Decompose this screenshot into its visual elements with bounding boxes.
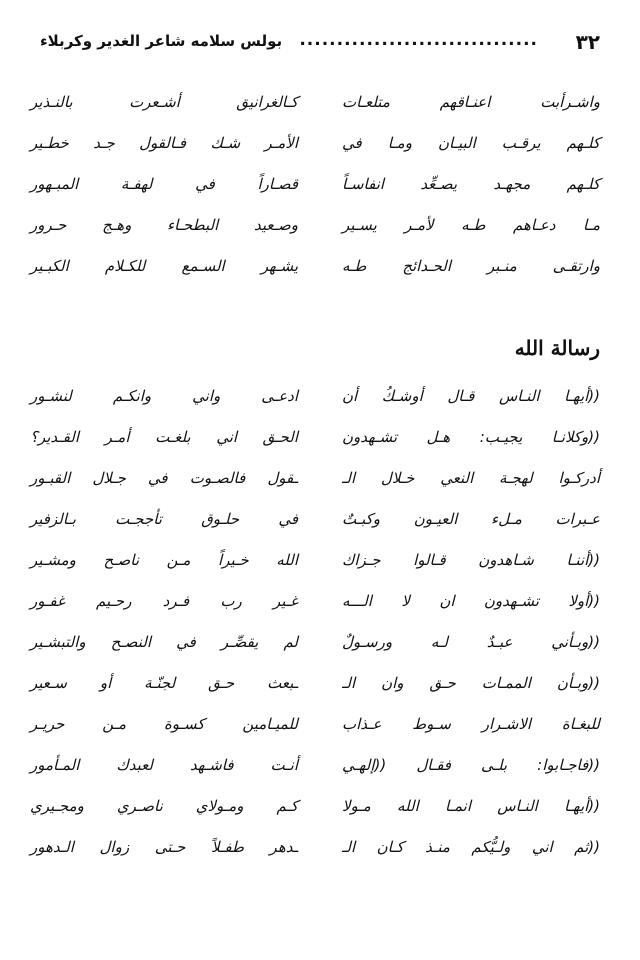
verse-line <box>30 129 600 170</box>
verse-line <box>30 170 600 211</box>
verse-line <box>30 423 600 464</box>
verse-first-hemistich: كلـهم يرقـب البيـان ومـا في <box>342 134 600 152</box>
verse-second-hemistich: ـدهر طفـلاً حـتى زوال الـدهور <box>30 838 298 856</box>
verse-first-hemistich: عـبرات مـلء العيـون وكبـتٌ <box>342 510 600 528</box>
verse-line <box>30 211 600 252</box>
verse-first-hemistich: مـا دعـاهم طـه لأمـر يسـير <box>342 216 600 234</box>
verse-first-hemistich: ((أيهـا النـاس انمـا الله مـولا <box>342 797 600 815</box>
verse-first-hemistich: ((أيهـا النـاس قـال أوشـكُ أن <box>342 387 600 405</box>
running-title: بولس سلامه شاعر الغدير وكربلاء <box>40 32 283 50</box>
verse-line <box>30 546 600 587</box>
verse-first-hemistich: ((وكلانـا يجيـب: هـل تشـهدون <box>342 428 600 446</box>
verse-first-hemistich: ((وبـأني عبـدٌ لـه ورسـولٌ <box>342 633 600 651</box>
verse-second-hemistich: لم يقصِّـر في النصـح والتبشـير <box>30 633 298 651</box>
verse-second-hemistich: كـم ومـولاي ناصـري ومجـيري <box>30 797 298 815</box>
verse-second-hemistich: الحـق اني بلغـت أمـر القـدير؟ <box>30 428 298 446</box>
verse-first-hemistich: للبغـاة الاشـرار سـوط عـذاب <box>342 715 600 733</box>
verse-line <box>30 710 600 751</box>
verse-line <box>30 751 600 792</box>
verse-first-hemistich: ((أولا تشـهدون ان لا الـــه <box>342 592 600 610</box>
header-dot-leader: ................................ <box>299 30 538 50</box>
verse-line <box>30 88 600 129</box>
verse-first-hemistich: ((أننـا شـاهدون قـالوا جـزاك <box>342 551 600 569</box>
verse-second-hemistich: الأمـر شـك فـالقول جـد خطـير <box>30 134 298 152</box>
verse-second-hemistich: وصـعيد البطحـاء وهـج حـرور <box>30 216 298 234</box>
verse-first-hemistich: واشـرأبت اعنـاقهم متلعـات <box>342 93 600 111</box>
verse-second-hemistich: ادعـى واني وانكـم لنشـور <box>30 387 298 405</box>
verse-line <box>30 505 600 546</box>
verse-line <box>30 382 600 423</box>
verse-second-hemistich: الله خـيراً مـن ناصـح ومشـير <box>30 551 298 569</box>
verse-second-hemistich: أنـت فاشـهد لعبدك المـأمور <box>30 756 298 774</box>
verse-first-hemistich: ((وبـأن الممـات حـق وان الـ <box>342 674 600 692</box>
verse-first-hemistich: كلـهم مجهـد يصـعِّد انفاسـاً <box>342 175 600 193</box>
verse-line <box>30 833 600 874</box>
verse-line <box>30 792 600 833</box>
poem-block-1 <box>30 88 600 293</box>
verse-first-hemistich: ((فاجـابوا: بلـى فقـال ((إلهـي <box>342 756 600 774</box>
verse-line <box>30 587 600 628</box>
verse-first-hemistich: وارتقـى منـبر الحـدائج طـه <box>342 257 600 275</box>
verse-first-hemistich: أدركـوا لهجـة النعي خـلال الـ <box>342 469 600 487</box>
verse-line <box>30 464 600 505</box>
verse-second-hemistich: غـير رب فـرد رحـيم غفـور <box>30 592 298 610</box>
verse-first-hemistich: ((ثم اني ولـيُّكم منـذ كـان الـ <box>342 838 600 856</box>
section-title: رسالة الله <box>514 336 600 360</box>
verse-second-hemistich: للميـامين كسـوة مـن حريـر <box>30 715 298 733</box>
verse-second-hemistich: قصـاراً في لهفـة المبـهور <box>30 175 298 193</box>
poem-block-2 <box>30 382 600 874</box>
verse-line <box>30 628 600 669</box>
verse-line <box>30 252 600 293</box>
page-number: ٣٢ <box>575 30 600 54</box>
page-header <box>40 30 600 60</box>
verse-second-hemistich: في حلـوق تأججـت بـالزفير <box>30 510 298 528</box>
verse-second-hemistich: ـقول فالصـوت في جـلال القبـور <box>30 469 298 487</box>
verse-second-hemistich: ـبعث حـق لجنّـة أو سـعير <box>30 674 298 692</box>
verse-second-hemistich: يشـهر السـمع للكـلام الكبـير <box>30 257 298 275</box>
verse-line <box>30 669 600 710</box>
verse-second-hemistich: كـالغرانيق أشـعرت بالنـذير <box>30 93 298 111</box>
